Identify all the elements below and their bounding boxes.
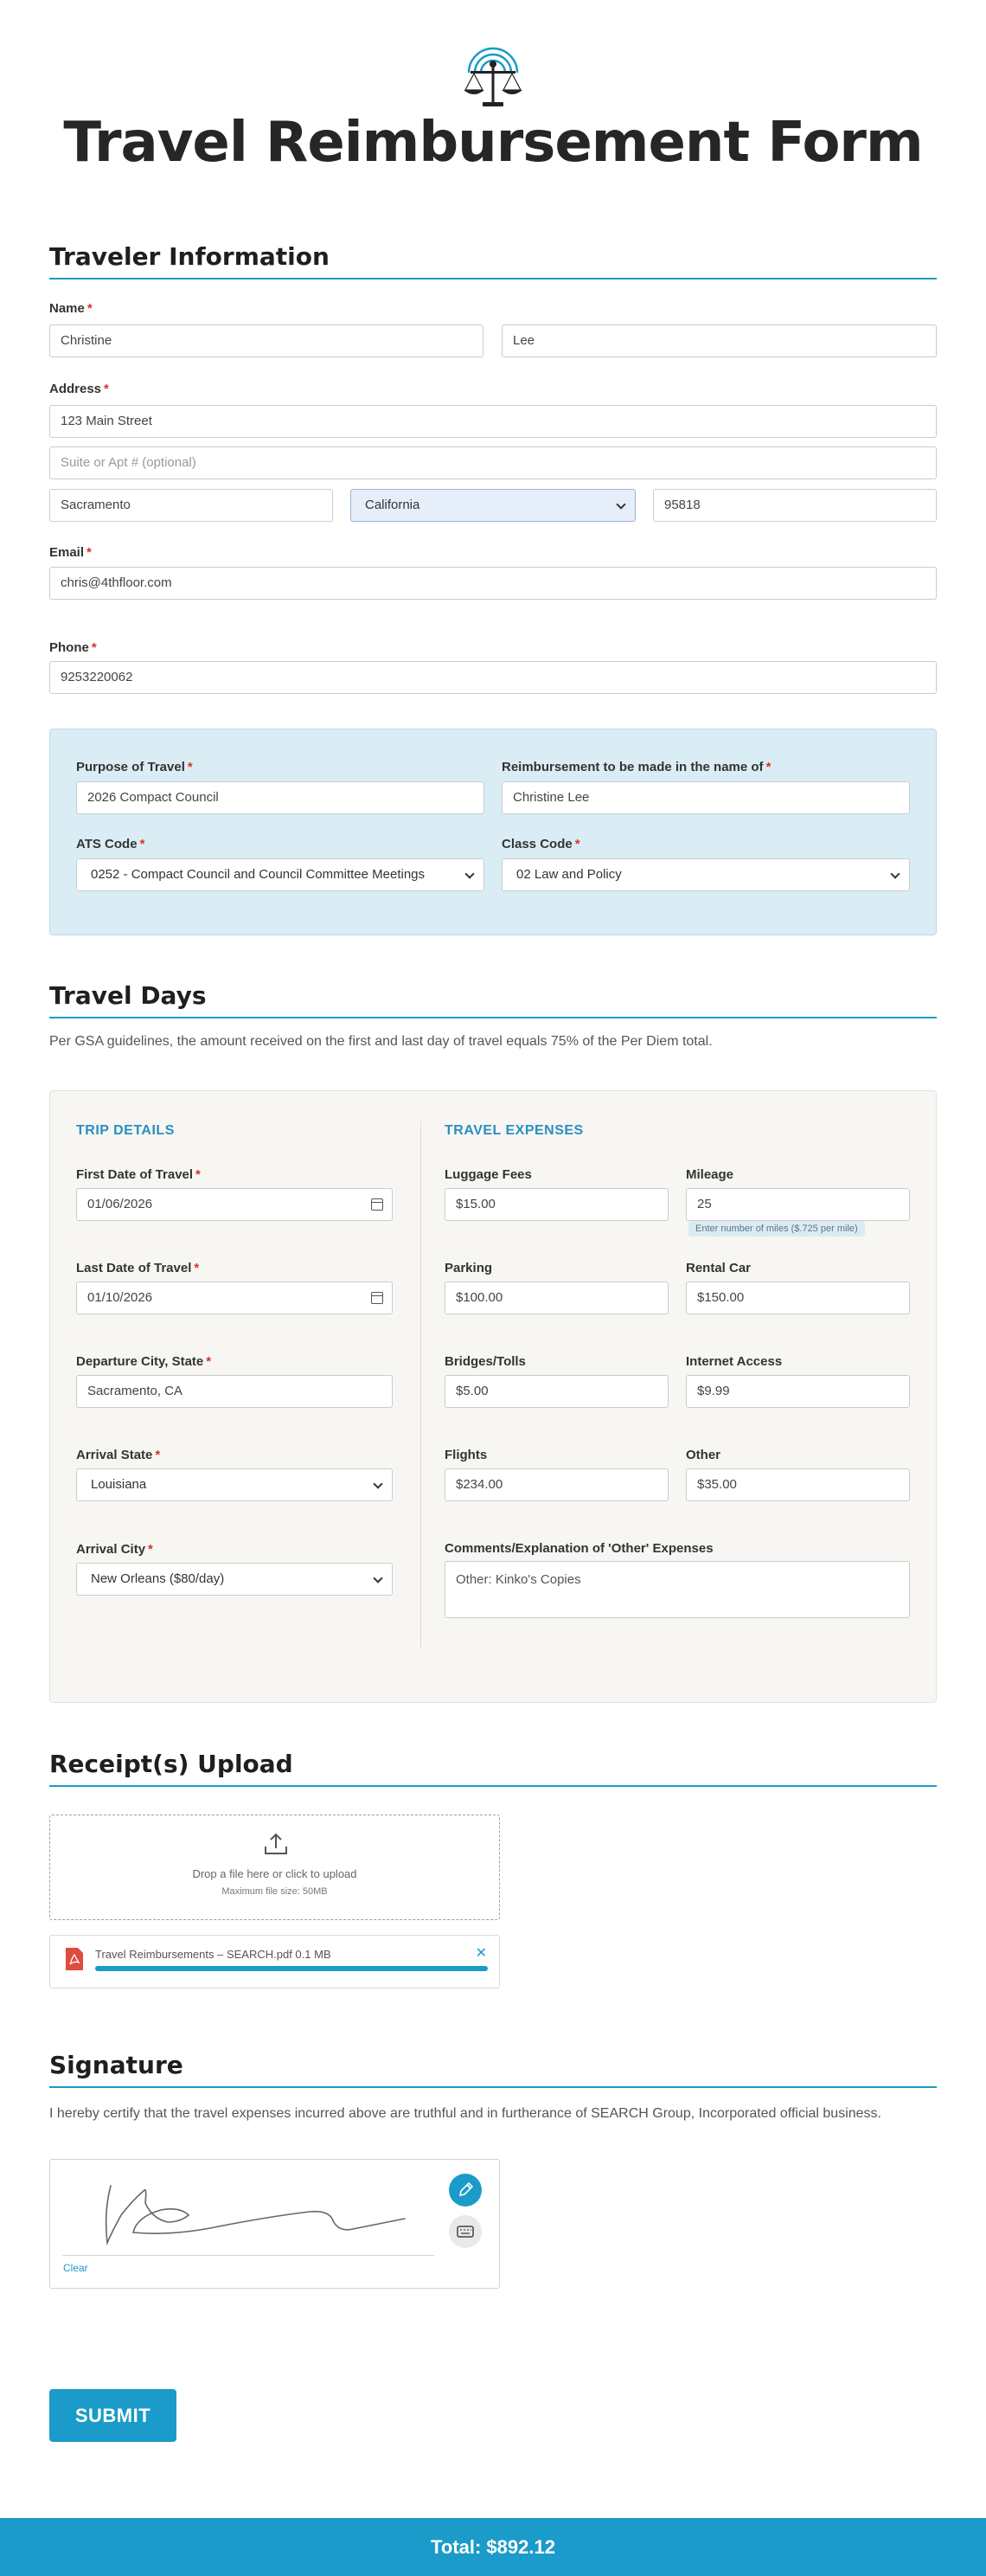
first-date-label: First Date of Travel * [76, 1167, 201, 1182]
phone-input[interactable]: 9253220062 [49, 661, 937, 694]
other-label: Other [686, 1448, 721, 1462]
travel-expenses-heading: TRAVEL EXPENSES [445, 1123, 584, 1138]
departure-input[interactable]: Sacramento, CA [76, 1375, 393, 1408]
keyboard-icon[interactable] [449, 2215, 482, 2248]
email-input[interactable]: chris@4thfloor.com [49, 567, 937, 600]
last-name-input[interactable]: Lee [502, 324, 937, 357]
departure-label: Departure City, State * [76, 1354, 212, 1369]
zip-input[interactable]: 95818 [653, 489, 937, 522]
arrival-state-select[interactable]: Louisiana [76, 1468, 393, 1501]
upload-icon [263, 1831, 289, 1857]
signature-pad[interactable] [49, 2159, 500, 2289]
other-input[interactable]: $35.00 [686, 1468, 910, 1501]
email-label: Email * [49, 545, 92, 560]
ats-label: ATS Code * [76, 837, 145, 851]
drop-text: Drop a file here or click to upload [192, 1867, 357, 1880]
section-heading-upload: Receipt(s) Upload [49, 1750, 937, 1787]
reimb-name-input[interactable]: Christine Lee [502, 781, 910, 814]
comments-label: Comments/Explanation of 'Other' Expenses [445, 1541, 714, 1556]
flights-label: Flights [445, 1448, 488, 1462]
name-label: Name * [49, 301, 93, 316]
submit-button[interactable]: SUBMIT [49, 2389, 176, 2442]
tolls-input[interactable]: $5.00 [445, 1375, 669, 1408]
column-divider [420, 1121, 421, 1648]
arrival-state-label: Arrival State * [76, 1448, 161, 1462]
state-select[interactable]: California [350, 489, 636, 522]
arrival-city-select[interactable]: New Orleans ($80/day) [76, 1563, 393, 1596]
total-bar: Total: $892.12 [0, 2518, 986, 2576]
signature-drawing [50, 2160, 448, 2255]
address-label: Address * [49, 382, 109, 396]
page-title: Travel Reimbursement Form [63, 111, 923, 175]
clear-signature-link[interactable]: Clear [63, 2262, 88, 2274]
mileage-input[interactable]: 25 [686, 1188, 910, 1221]
upload-progress-bar [95, 1966, 488, 1971]
last-date-input[interactable]: 01/10/2026 [76, 1282, 393, 1314]
scales-logo-icon [458, 33, 528, 112]
arrival-city-label: Arrival City * [76, 1542, 153, 1557]
section-heading-signature: Signature [49, 2051, 937, 2088]
class-select[interactable]: 02 Law and Policy [502, 858, 910, 891]
max-size-text: Maximum file size: 50MB [221, 1886, 328, 1897]
rental-input[interactable]: $150.00 [686, 1282, 910, 1314]
internet-input[interactable]: $9.99 [686, 1375, 910, 1408]
flights-input[interactable]: $234.00 [445, 1468, 669, 1501]
first-name-input[interactable]: Christine [49, 324, 483, 357]
pen-icon[interactable] [449, 2174, 482, 2207]
ats-select[interactable]: 0252 - Compact Council and Council Committee Meetings [76, 858, 484, 891]
calendar-icon[interactable] [371, 1292, 383, 1304]
street-input[interactable]: 123 Main Street [49, 405, 937, 438]
reimb-name-label: Reimbursement to be made in the name of * [502, 760, 772, 774]
file-dropzone[interactable] [49, 1815, 500, 1920]
luggage-label: Luggage Fees [445, 1167, 532, 1182]
phone-label: Phone * [49, 640, 97, 655]
city-input[interactable]: Sacramento [49, 489, 333, 522]
section-heading-travel-days: Travel Days [49, 981, 937, 1018]
certify-text: I hereby certify that the travel expenses incurred above are truthful and in furtherance of SEARCH Group, Incorporated official business. [49, 2106, 881, 2121]
close-icon[interactable]: ✕ [475, 1946, 487, 1961]
parking-input[interactable]: $100.00 [445, 1282, 669, 1314]
suite-input[interactable]: Suite or Apt # (optional) [49, 446, 937, 479]
signature-line [62, 2255, 434, 2256]
trip-details-heading: TRIP DETAILS [76, 1123, 175, 1138]
tolls-label: Bridges/Tolls [445, 1354, 526, 1369]
rental-label: Rental Car [686, 1261, 752, 1275]
pdf-icon [66, 1948, 83, 1970]
section-heading-traveler: Traveler Information [49, 242, 937, 279]
comments-textarea[interactable]: Other: Kinko's Copies [445, 1561, 910, 1618]
luggage-input[interactable]: $15.00 [445, 1188, 669, 1221]
first-date-input[interactable]: 01/06/2026 [76, 1188, 393, 1221]
purpose-input[interactable]: 2026 Compact Council [76, 781, 484, 814]
calendar-icon[interactable] [371, 1198, 383, 1211]
parking-label: Parking [445, 1261, 493, 1275]
last-date-label: Last Date of Travel * [76, 1261, 200, 1275]
mileage-label: Mileage [686, 1167, 734, 1182]
class-label: Class Code * [502, 837, 580, 851]
gsa-note: Per GSA guidelines, the amount received on the first and last day of travel equals 75% of the Per Diem total. [49, 1034, 713, 1049]
mileage-hint: Enter number of miles ($.725 per mile) [688, 1221, 865, 1237]
purpose-label: Purpose of Travel * [76, 760, 193, 774]
uploaded-file [49, 1935, 500, 1988]
internet-label: Internet Access [686, 1354, 783, 1369]
file-name: Travel Reimbursements – SEARCH.pdf 0.1 MB [95, 1948, 331, 1961]
